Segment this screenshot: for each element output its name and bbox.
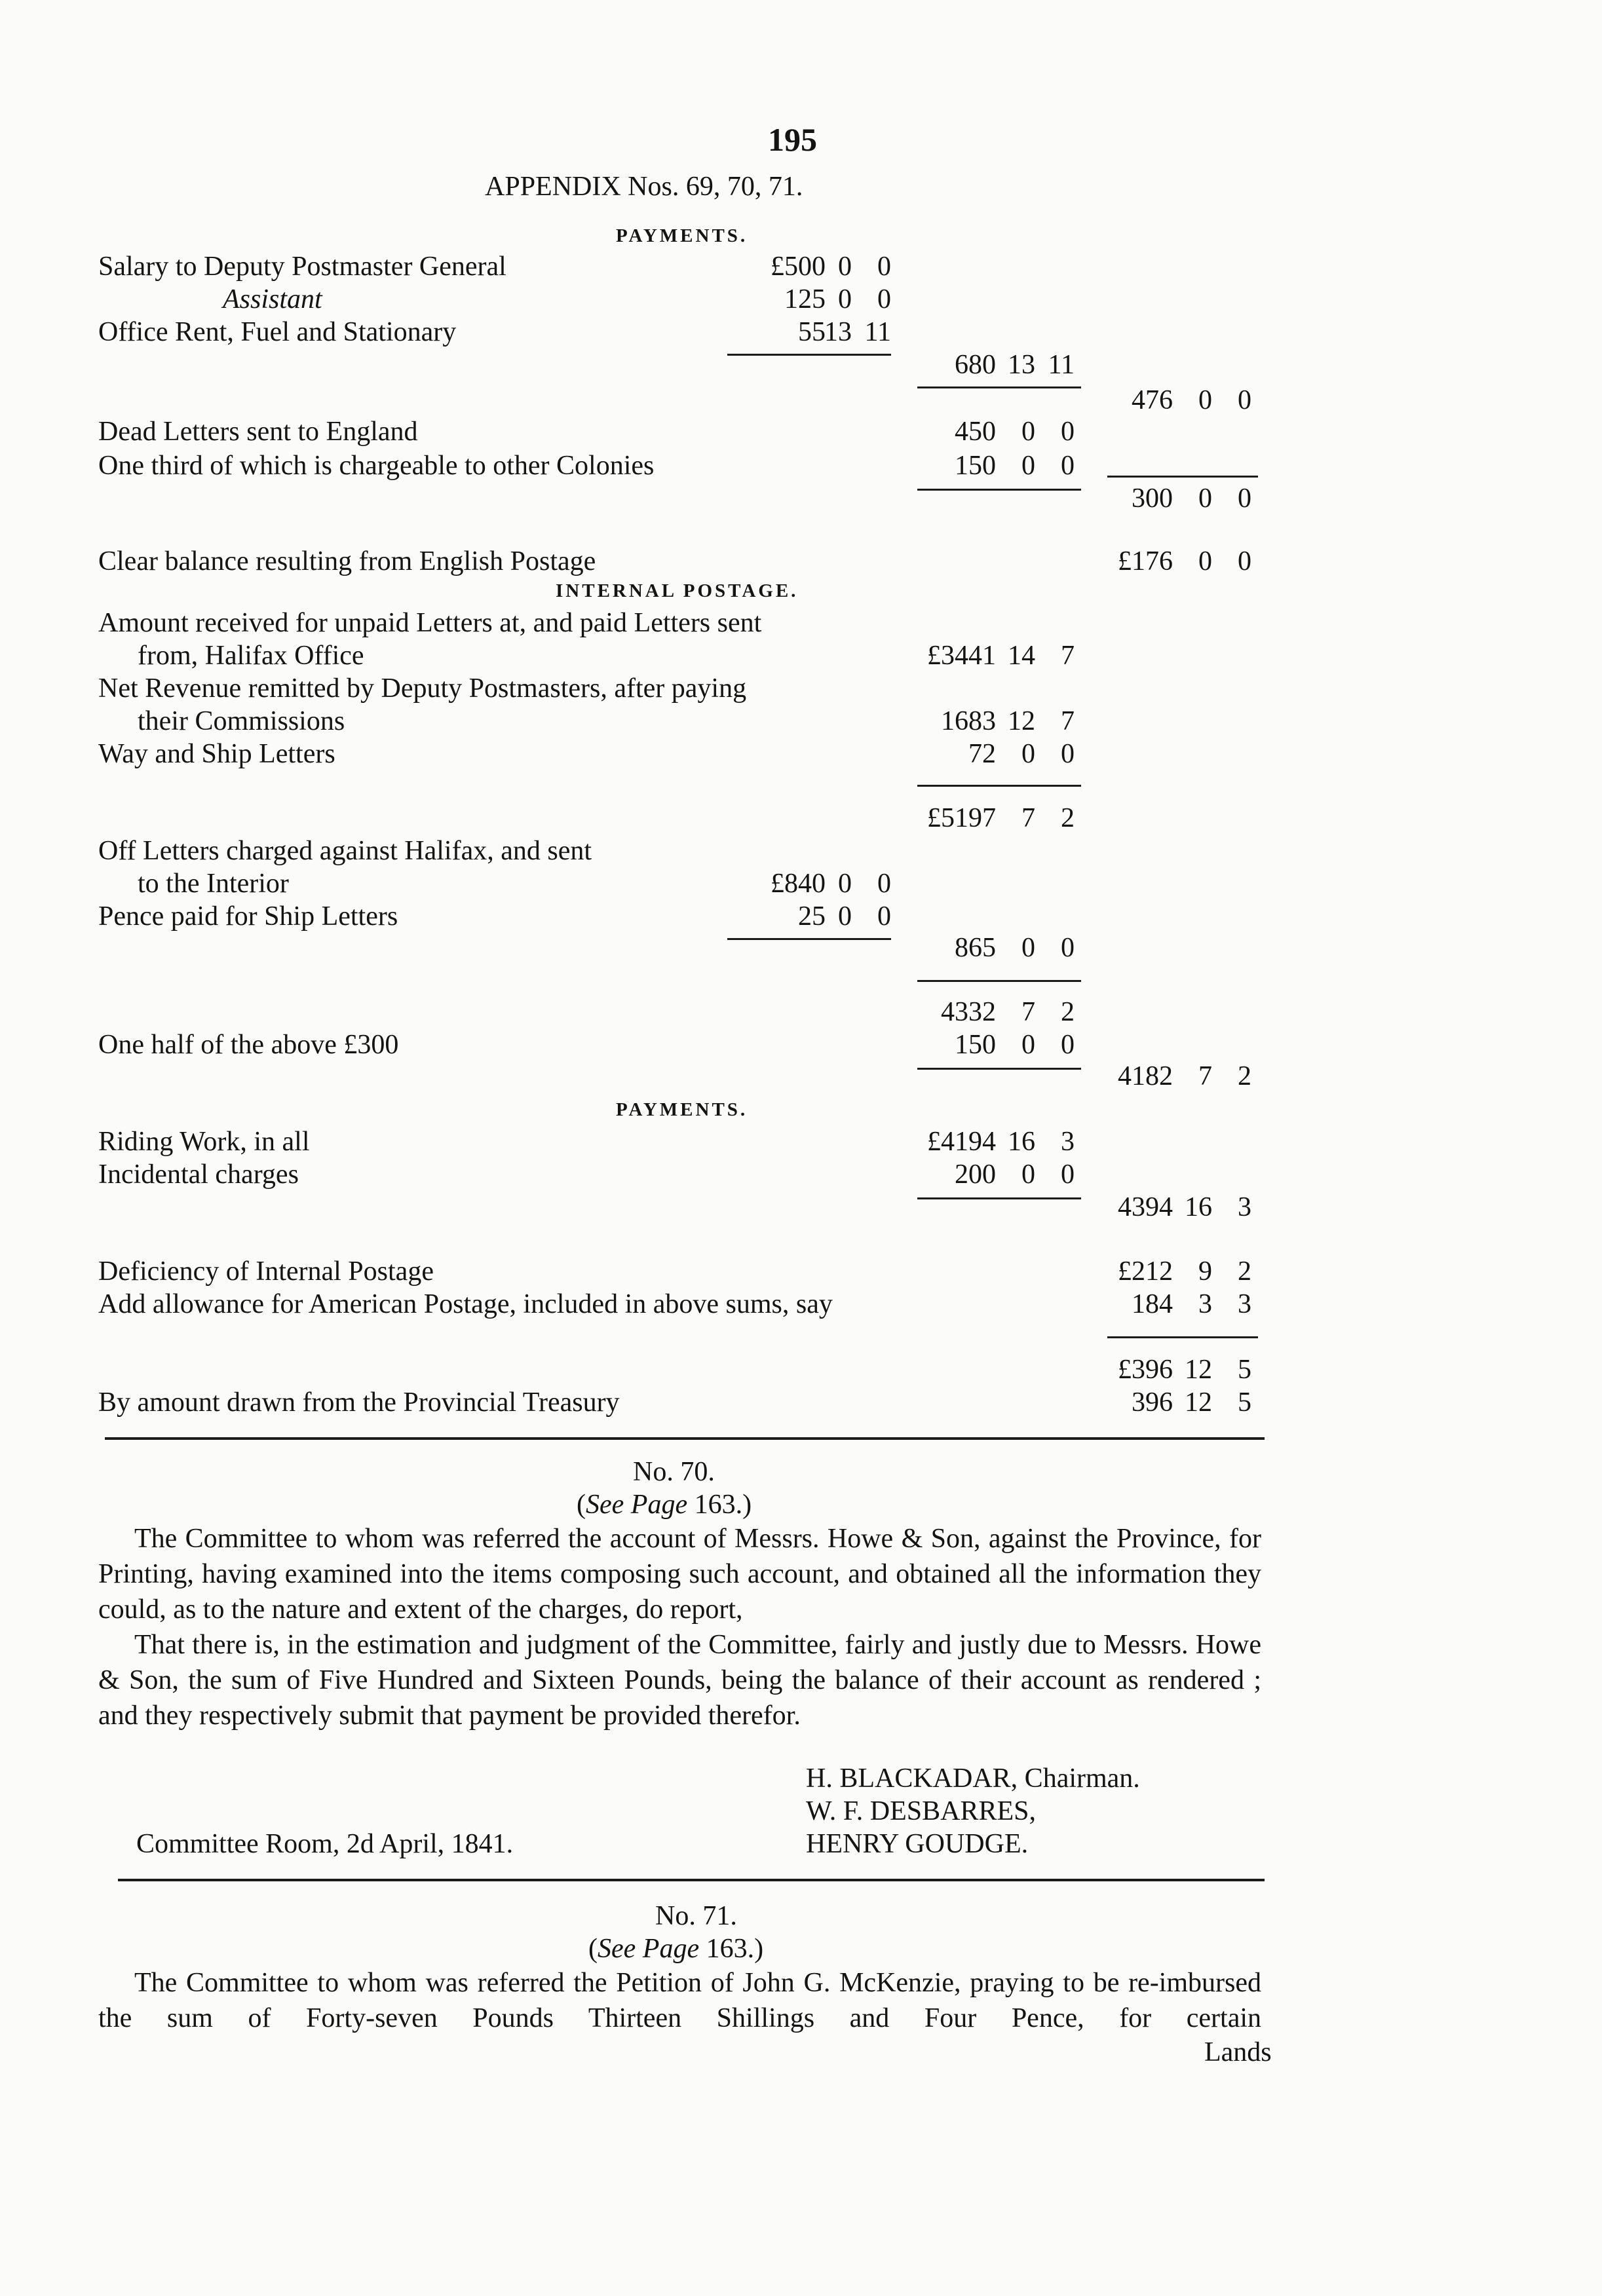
row-label: Net Revenue remitted by Deputy Postmasters, after paying (98, 673, 747, 704)
sum-line (917, 1068, 1081, 1070)
amount-shillings: 12 (1185, 1387, 1212, 1418)
signatory-chairman: H. BLACKADAR, Chairman. (806, 1763, 1140, 1794)
amount-shillings: 0 (1021, 417, 1035, 447)
amount-pounds: 680 (955, 350, 996, 380)
sum-line (917, 785, 1081, 787)
amount-pence: 5 (1238, 1355, 1251, 1385)
amount-pounds: 72 (968, 739, 996, 769)
section-divider (105, 1437, 1265, 1440)
amount-shillings: 0 (1021, 1159, 1035, 1190)
row-label: Deficiency of Internal Postage (98, 1256, 434, 1287)
amount-pence: 0 (877, 901, 891, 932)
amount-shillings: 16 (1008, 1127, 1035, 1157)
see-page-open: ( (588, 1934, 598, 1964)
amount-pounds: £4194 (927, 1127, 996, 1157)
see-page-number: 163.) (687, 1490, 752, 1520)
row-label: from, Halifax Office (138, 641, 364, 671)
amount-shillings: 0 (838, 869, 852, 899)
amount-shillings: 0 (1021, 933, 1035, 963)
amount-shillings: 9 (1198, 1256, 1212, 1287)
row-label: Amount received for unpaid Letters at, and paid Letters sent (98, 608, 762, 638)
amount-pence: 3 (1061, 1127, 1075, 1157)
amount-pence: 0 (877, 869, 891, 899)
amount-pounds: 396 (1132, 1387, 1173, 1418)
section-heading-payments: PAYMENTS. (616, 225, 748, 246)
amount-shillings: 13 (1008, 350, 1035, 380)
see-page-label: See Page (586, 1490, 688, 1520)
row-label: Pence paid for Ship Letters (98, 901, 398, 932)
amount-pence: 11 (1048, 350, 1075, 380)
amount-pounds: £176 (1118, 546, 1173, 576)
page-number: 195 (768, 121, 817, 158)
row-label: One half of the above £300 (98, 1030, 399, 1060)
amount-pounds: 200 (955, 1159, 996, 1190)
see-page-open: ( (577, 1490, 586, 1520)
amount-pounds: 150 (955, 1030, 996, 1060)
amount-pence: 2 (1061, 803, 1075, 833)
amount-pounds: £3441 (927, 641, 996, 671)
sum-line (727, 938, 891, 940)
amount-pence: 7 (1061, 706, 1075, 736)
amount-shillings: 0 (1198, 546, 1212, 576)
row-label: Dead Letters sent to England (98, 417, 418, 447)
amount-pence: 0 (1061, 739, 1075, 769)
amount-shillings: 0 (1021, 1030, 1035, 1060)
sum-line (727, 354, 891, 356)
amount-pounds: 55 (798, 317, 826, 347)
amount-shillings: 7 (1198, 1061, 1212, 1091)
amount-shillings: 13 (824, 317, 852, 347)
amount-shillings: 3 (1198, 1289, 1212, 1319)
row-label: Office Rent, Fuel and Stationary (98, 317, 457, 347)
amount-shillings: 12 (1008, 706, 1035, 736)
sum-line (1107, 1336, 1258, 1338)
amount-shillings: 0 (1198, 385, 1212, 415)
row-label: Off Letters charged against Halifax, and sent (98, 836, 592, 866)
amount-pounds: 25 (798, 901, 826, 932)
amount-pounds: £840 (771, 869, 826, 899)
amount-pounds: 150 (955, 451, 996, 481)
amount-pounds: 4182 (1118, 1061, 1173, 1091)
amount-shillings: 7 (1021, 803, 1035, 833)
place-date: Committee Room, 2d April, 1841. (136, 1829, 514, 1859)
see-page-reference (588, 1935, 763, 1963)
row-label: Riding Work, in all (98, 1127, 310, 1157)
amount-pounds: 300 (1132, 483, 1173, 514)
amount-shillings: 14 (1008, 641, 1035, 671)
amount-pounds: 4394 (1118, 1192, 1173, 1222)
amount-pence: 11 (864, 317, 891, 347)
sum-line (917, 980, 1081, 982)
amount-pence: 0 (1238, 385, 1251, 415)
amount-pounds: 450 (955, 417, 996, 447)
row-label: Clear balance resulting from English Postage (98, 546, 596, 576)
sum-line (917, 489, 1081, 491)
amount-shillings: 0 (1021, 739, 1035, 769)
sum-line (1107, 476, 1258, 478)
section-divider (118, 1879, 1265, 1881)
amount-pence: 2 (1061, 997, 1075, 1027)
row-label: Salary to Deputy Postmaster General (98, 252, 506, 282)
see-page-reference (577, 1491, 752, 1518)
amount-pence: 0 (877, 252, 891, 282)
signatory: W. F. DESBARRES, (806, 1796, 1037, 1826)
amount-pence: 0 (1238, 483, 1251, 514)
sum-line (917, 386, 1081, 388)
row-label: By amount drawn from the Provincial Treasury (98, 1387, 620, 1418)
section-heading-payments: PAYMENTS. (616, 1099, 748, 1120)
section-heading-no70: No. 70. (633, 1457, 715, 1487)
no71-paragraph: The Committee to whom was referred the Petition of John G. McKenzie, praying to be re-imbursed the sum of Forty-seven Pounds Thirteen Shillings and Four Pence, for certain (98, 1968, 1261, 2033)
amount-pence: 2 (1238, 1061, 1251, 1091)
no70-paragraph-1: The Committee to whom was referred the account of Messrs. Howe & Son, against the Province, for Printing, having examined into the items composing such account, and obtained all the information they could, as to the nature and extent of the charges, do report, (98, 1524, 1261, 1625)
amount-pounds: 476 (1132, 385, 1173, 415)
amount-pounds: £5197 (927, 803, 996, 833)
row-label: their Commissions (138, 706, 345, 736)
amount-pence: 0 (1061, 1030, 1075, 1060)
row-label: Add allowance for American Postage, included in above sums, say (98, 1289, 833, 1319)
amount-pence: 0 (1061, 451, 1075, 481)
amount-shillings: 0 (838, 284, 852, 314)
signatory: HENRY GOUDGE. (806, 1829, 1029, 1859)
see-page-number: 163.) (699, 1934, 764, 1964)
amount-pence: 3 (1238, 1192, 1251, 1222)
amount-pence: 3 (1238, 1289, 1251, 1319)
amount-pounds: 865 (955, 933, 996, 963)
amount-pounds: 1683 (941, 706, 996, 736)
row-label: One third of which is chargeable to other Colonies (98, 451, 655, 481)
amount-pounds: 4332 (941, 997, 996, 1027)
no70-paragraph-2: That there is, in the estimation and judgment of the Committee, fairly and justly due to Messrs. Howe & Son, the sum of Five Hundred and Sixteen Pounds, being the balance of their account as rendered ; and they respectively submit that payment be provided therefor. (98, 1630, 1261, 1731)
amount-shillings: 0 (838, 252, 852, 282)
amount-shillings: 7 (1021, 997, 1035, 1027)
amount-shillings: 0 (838, 901, 852, 932)
amount-pounds: 125 (784, 284, 826, 314)
page-title: APPENDIX Nos. 69, 70, 71. (485, 172, 803, 202)
amount-pence: 7 (1061, 641, 1075, 671)
amount-pence: 2 (1238, 1256, 1251, 1287)
amount-pounds: £396 (1118, 1355, 1173, 1385)
amount-pounds: £212 (1118, 1256, 1173, 1287)
row-label: Incidental charges (98, 1159, 299, 1190)
amount-shillings: 16 (1185, 1192, 1212, 1222)
amount-pounds: £500 (771, 252, 826, 282)
section-heading-no71: No. 71. (655, 1901, 737, 1931)
amount-shillings: 0 (1198, 483, 1212, 514)
row-label: Way and Ship Letters (98, 739, 335, 769)
amount-pounds: 184 (1132, 1289, 1173, 1319)
amount-shillings: 0 (1021, 451, 1035, 481)
row-label: to the Interior (138, 869, 289, 899)
sum-line (917, 1197, 1081, 1199)
amount-pence: 0 (1061, 933, 1075, 963)
amount-pence: 0 (1238, 546, 1251, 576)
amount-pence: 5 (1238, 1387, 1251, 1418)
row-label: Assistant (223, 284, 322, 314)
see-page-label: See Page (598, 1934, 700, 1964)
amount-pence: 0 (877, 284, 891, 314)
amount-shillings: 12 (1185, 1355, 1212, 1385)
amount-pence: 0 (1061, 1159, 1075, 1190)
catchword: Lands (1204, 2037, 1272, 2067)
amount-pence: 0 (1061, 417, 1075, 447)
section-heading-internal-postage: INTERNAL POSTAGE. (556, 580, 799, 601)
